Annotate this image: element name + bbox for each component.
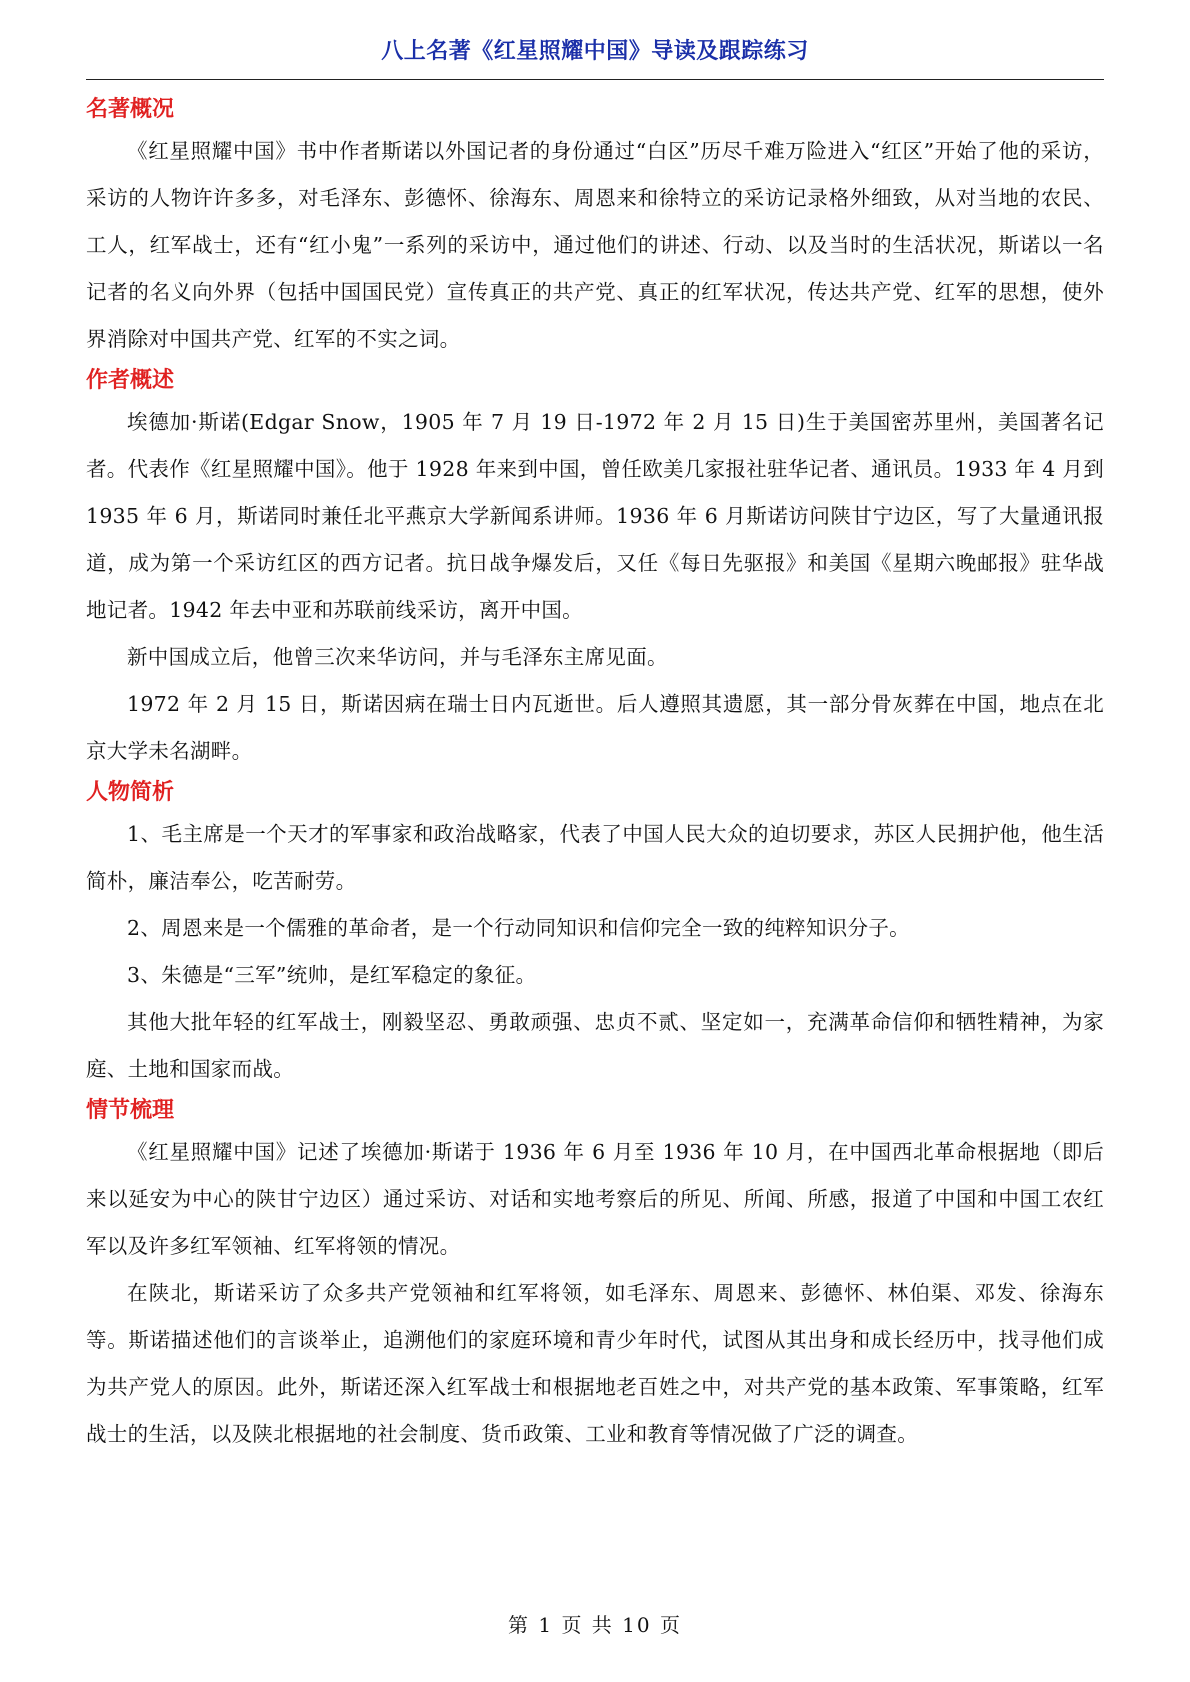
paragraph: 《红星照耀中国》书中作者斯诺以外国记者的身份通过“白区”历尽千难万险进入“红区”开始了他的采访，采访的人物许许多多，对毛泽东、彭德怀、徐海东、周恩来和徐特立的采访记录格外细致，从对当地的农民、工人，红军战士，还有“红小鬼”一系列的采访中，通过他们的讲述、行动、以及当时的生活状况，斯诺以一名记者的名义向外界（包括中国国民党）宣传真正的共产党、真正的红军状况，传达共产党、红军的思想，使外界消除对中国共产党、红军的不实之词。	[86, 139, 1104, 351]
section-heading: 人物简析	[86, 780, 175, 805]
paragraph: 3、朱德是“三军”统帅，是红军稳定的象征。	[127, 963, 537, 987]
paragraph: 1、毛主席是一个天才的军事家和政治战略家，代表了中国人民大众的迫切要求，苏区人民拥护他，他生活简朴，廉洁奉公，吃苦耐劳。	[86, 822, 1104, 893]
page-number-footer: 第 1 页 共 10 页	[508, 1613, 682, 1637]
page-header-title: 八上名著《红星照耀中国》导读及跟踪练习	[381, 39, 809, 64]
section-author	[86, 363, 1104, 775]
paragraph: 其他大批年轻的红军战士，刚毅坚忍、勇敢顽强、忠贞不贰、坚定如一，充满革命信仰和牺牲精神，为家庭、土地和国家而战。	[86, 1010, 1104, 1081]
document-body	[86, 92, 1104, 1458]
section-plot	[86, 1093, 1104, 1458]
paragraph: 2、周恩来是一个儒雅的革命者，是一个行动同知识和信仰完全一致的纯粹知识分子。	[127, 916, 910, 940]
paragraph: 埃德加·斯诺(Edgar Snow，1905 年 7 月 19 日-1972 年 2 月 15 日)生于美国密苏里州，美国著名记者。代表作《红星照耀中国》。他于 1928 年来到中国，曾任欧美几家报社驻华记者、通讯员。1933 年 4 月到 1935 年 6 月，斯诺同时兼任北平燕京大学新闻系讲师。1936 年 6 月斯诺访问陕甘宁边区，写了大量通讯报道，成为第一个采访红区的西方记者。抗日战争爆发后，又任《每日先驱报》和美国《星期六晚邮报》驻华战地记者。1942 年去中亚和苏联前线采访，离开中国。	[86, 410, 1104, 622]
paragraph: 《红星照耀中国》记述了埃德加·斯诺于 1936 年 6 月至 1936 年 10 月，在中国西北革命根据地（即后来以延安为中心的陕甘宁边区）通过采访、对话和实地考察后的所见、所闻、所感，报道了中国和中国工农红军以及许多红军领袖、红军将领的情况。	[86, 1140, 1104, 1258]
section-overview	[86, 92, 1104, 363]
paragraph: 新中国成立后，他曾三次来华访问，并与毛泽东主席见面。	[127, 645, 668, 669]
section-characters	[86, 775, 1104, 1093]
section-heading: 作者概述	[86, 368, 175, 393]
section-heading: 情节梳理	[86, 1098, 175, 1123]
paragraph: 1972 年 2 月 15 日，斯诺因病在瑞士日内瓦逝世。后人遵照其遗愿，其一部分骨灰葬在中国，地点在北京大学未名湖畔。	[86, 692, 1104, 763]
header-divider	[86, 79, 1104, 80]
section-heading: 名著概况	[86, 97, 175, 122]
paragraph: 在陕北，斯诺采访了众多共产党领袖和红军将领，如毛泽东、周恩来、彭德怀、林伯渠、邓发、徐海东等。斯诺描述他们的言谈举止，追溯他们的家庭环境和青少年时代，试图从其出身和成长经历中，找寻他们成为共产党人的原因。此外，斯诺还深入红军战士和根据地老百姓之中，对共产党的基本政策、军事策略，红军战士的生活，以及陕北根据地的社会制度、货币政策、工业和教育等情况做了广泛的调查。	[86, 1281, 1104, 1446]
